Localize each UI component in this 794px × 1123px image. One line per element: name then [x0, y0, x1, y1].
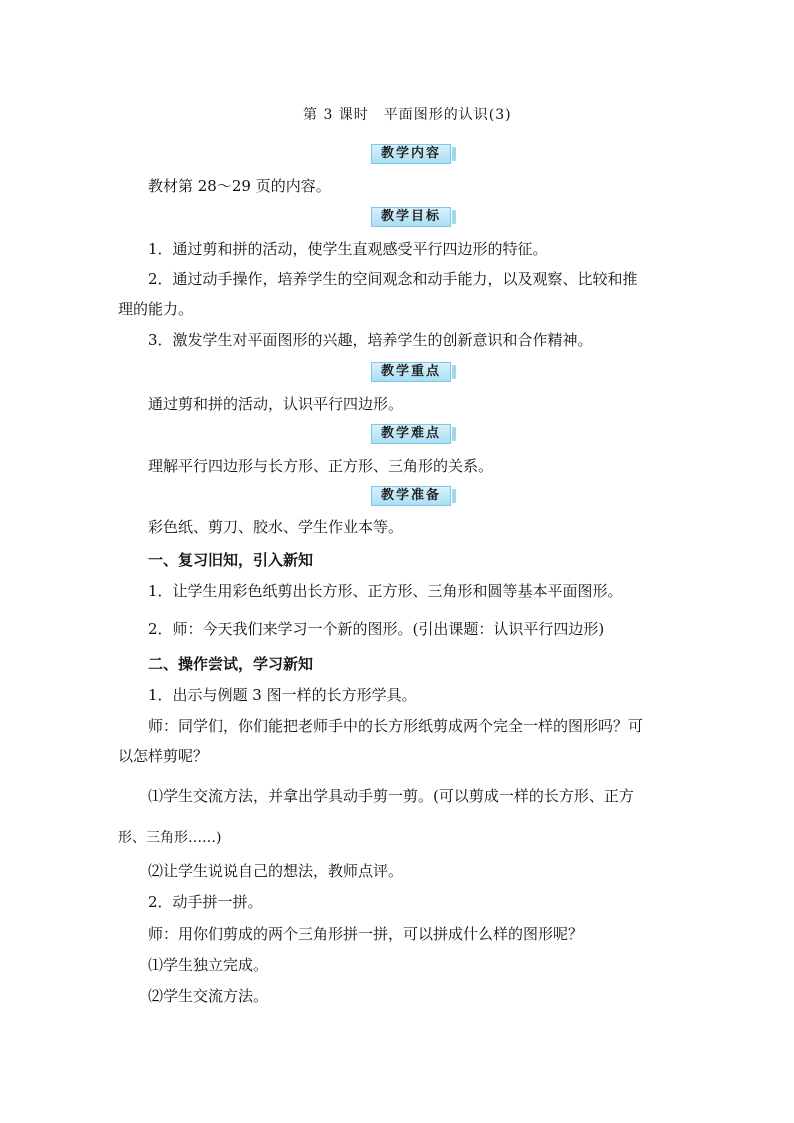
key-text: 通过剪和拼的活动，认识平行四边形。 — [148, 395, 404, 413]
section2-heading: 二、操作尝试，学习新知 — [148, 655, 314, 673]
section2-p7: ⑴学生独立完成。 — [148, 956, 269, 974]
section2-p5: 2．动手拼一拼。 — [148, 893, 263, 911]
section-badge-difficulty: 教学难点 — [371, 424, 451, 444]
section1-p1: 1．让学生用彩色纸剪出长方形、正方形、三角形和圆等基本平面图形。 — [148, 582, 623, 600]
section2-p8: ⑵学生交流方法。 — [148, 987, 269, 1005]
section-badge-prep: 教学准备 — [371, 486, 451, 506]
page-title: 第 3 课时 平面图形的认识(3) — [303, 107, 512, 123]
goal-item-1: 1．通过剪和拼的活动，使学生直观感受平行四边形的特征。 — [148, 240, 548, 258]
section2-p6: 师：用你们剪成的两个三角形拼一拼，可以拼成什么样的图形呢？ — [148, 925, 584, 943]
section2-p2a: 师：同学们，你们能把老师手中的长方形纸剪成两个完全一样的图形吗？可 — [148, 717, 644, 735]
prep-text: 彩色纸、剪刀、胶水、学生作业本等。 — [148, 518, 404, 536]
section2-p1: 1．出示与例题 3 图一样的长方形学具。 — [148, 686, 417, 704]
section2-p4: ⑵让学生说说自己的想法，教师点评。 — [148, 862, 404, 880]
section-badge-content: 教学内容 — [371, 144, 451, 164]
section-badge-key: 教学重点 — [371, 362, 451, 382]
section-badge-goals: 教学目标 — [371, 207, 451, 227]
difficulty-text: 理解平行四边形与长方形、正方形、三角形的关系。 — [148, 457, 494, 475]
section2-p2b: 以怎样剪呢？ — [118, 747, 209, 765]
goal-item-3: 3．激发学生对平面图形的兴趣，培养学生的创新意识和合作精神。 — [148, 331, 593, 349]
goal-item-2-cont: 理的能力。 — [118, 300, 194, 318]
section1-heading: 一、复习旧知，引入新知 — [148, 551, 314, 569]
section1-p2: 2．师：今天我们来学习一个新的图形。(引出课题：认识平行四边形) — [148, 620, 605, 638]
section2-p3a: ⑴学生交流方法，并拿出学具动手剪一剪。(可以剪成一样的长方形、正方 — [148, 787, 634, 805]
section2-p3b: 形、三角形……) — [118, 830, 222, 846]
content-text: 教材第 28～29 页的内容。 — [148, 177, 331, 195]
goal-item-2: 2．通过动手操作，培养学生的空间观念和动手能力，以及观察、比较和推 — [148, 270, 638, 288]
